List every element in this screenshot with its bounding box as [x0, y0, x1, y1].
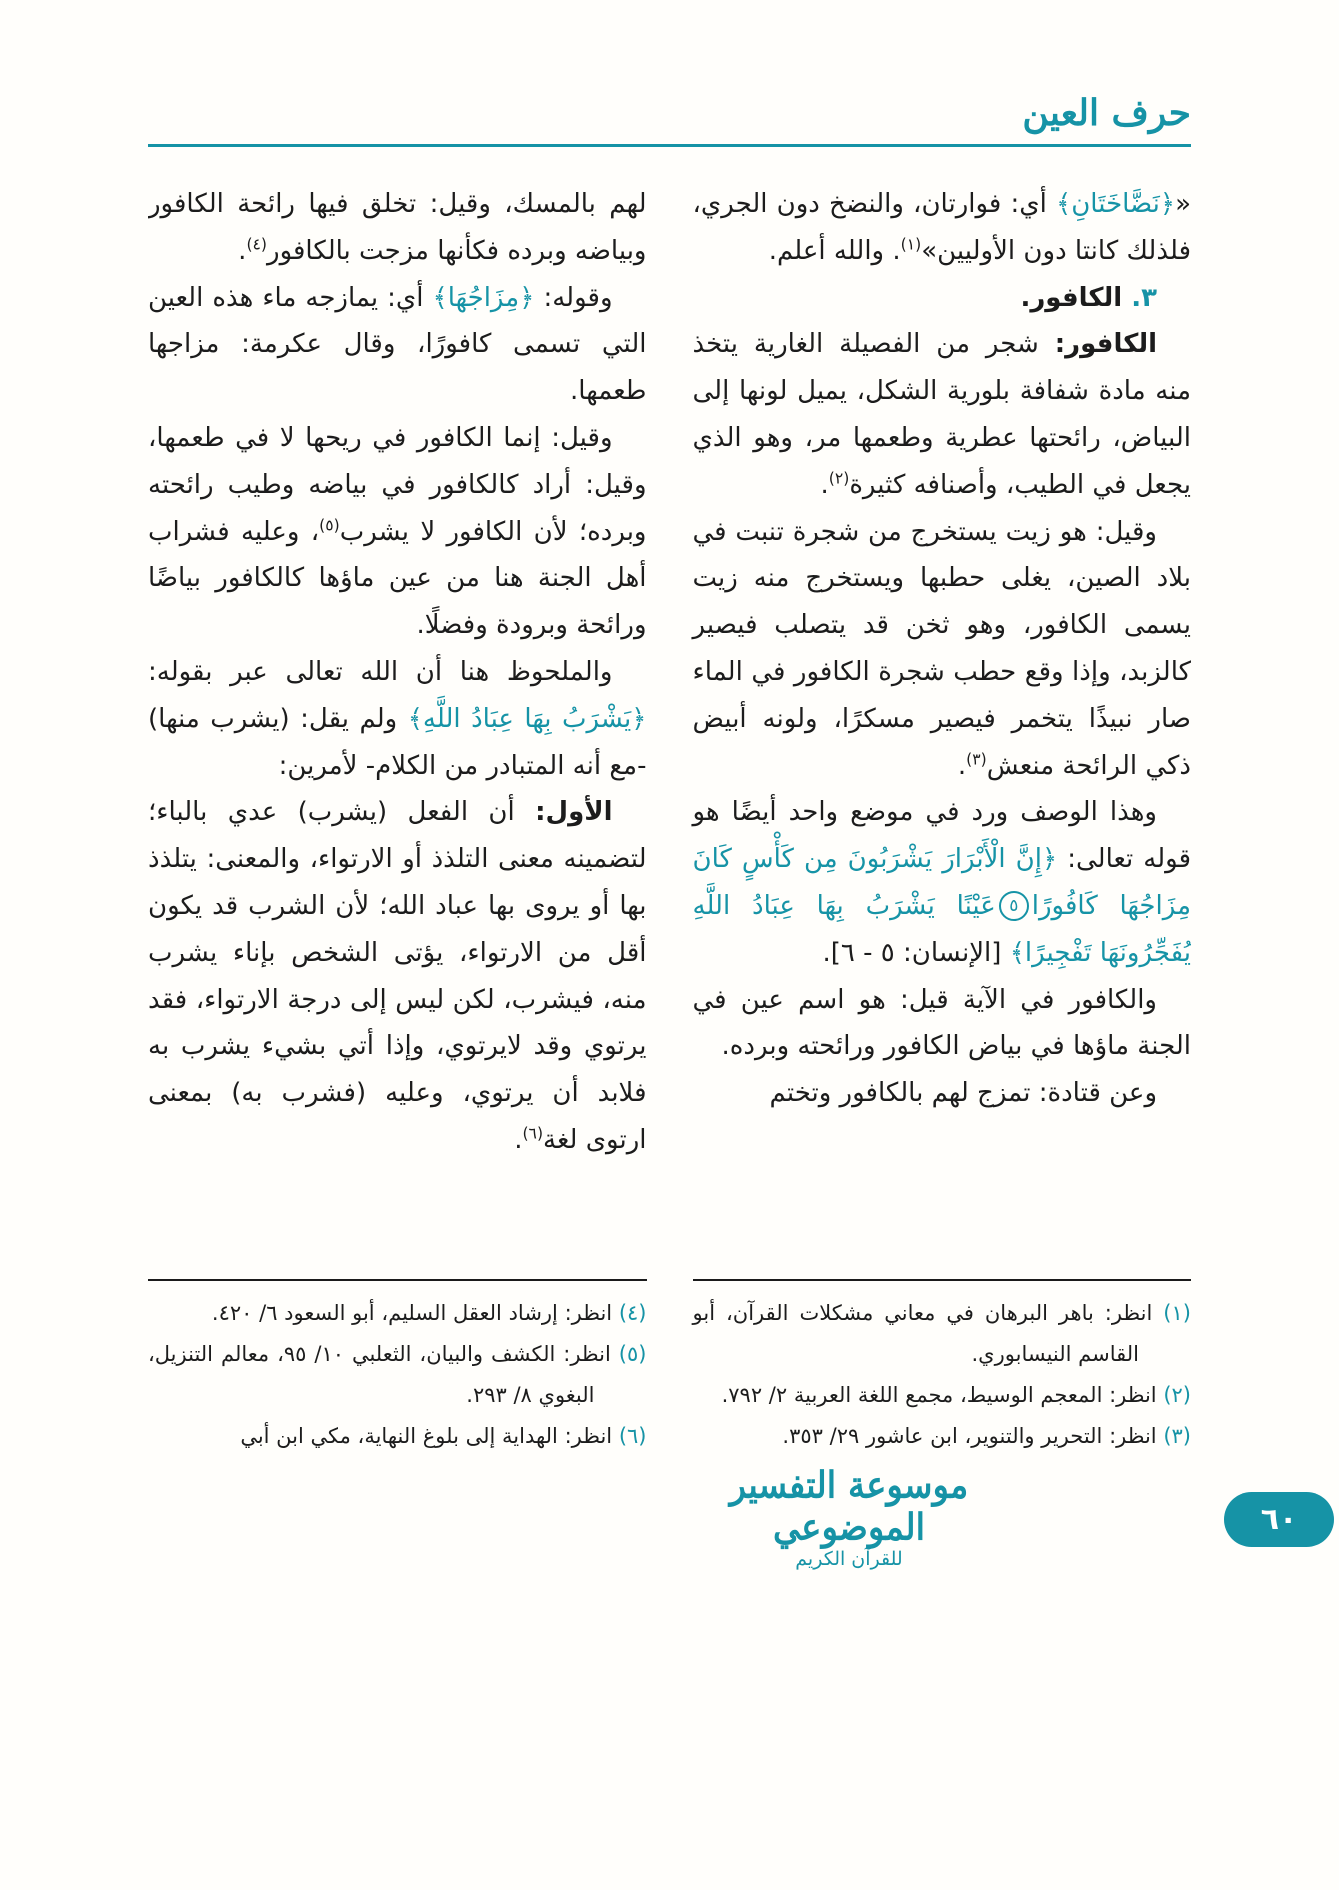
text-segment: ولم يقل: (يشرب منها) -مع أنه المتبادر من الكلام- لأمرين:: [148, 703, 647, 781]
paragraph: [148, 275, 647, 415]
footnote-number: (٥): [610, 1341, 647, 1366]
text-segment: انظر: باهر البرهان في معاني مشكلات القرآن، أبو القاسم النيسابوري.: [692, 1301, 1153, 1366]
paragraph: [693, 789, 1192, 976]
text-segment: لهم بالمسك، وقيل: تخلق فيها رائحة الكافور وبياضه وبرده فكأنها مزجت بالكافور: [148, 189, 647, 266]
footnote-ref: (٢): [828, 469, 850, 488]
footnote-ref: (١): [900, 235, 922, 254]
footnote: [693, 1416, 1192, 1457]
quran-quote: ﴿نَضَّاخَتَانِ﴾: [1055, 189, 1176, 219]
series-calligraphy-logo: [699, 1463, 999, 1571]
text-segment: ٣.: [1122, 282, 1157, 313]
main-text: [148, 181, 1191, 1263]
text-segment: «: [1175, 189, 1191, 219]
text-segment: .: [820, 469, 829, 500]
quran-quote: ﴿مِزَاجُهَا﴾: [432, 282, 535, 313]
header-divider: [148, 144, 1191, 147]
footnote-ref: (٤): [246, 235, 268, 254]
text-segment: انظر: إرشاد العقل السليم، أبو السعود ٦/ ٤٢٠.: [211, 1301, 613, 1325]
text-segment: وهذا الوصف ورد في موضع واحد أيضًا هو قوله تعالى:: [692, 797, 1191, 875]
text-segment: وقيل: هو زيت يستخرج من شجرة تنبت في بلاد الصين، يغلى حطبها ويستخرج منه زيت يسمى الكافور، وهو ثخن قد يتصلب فيصير كالزبد، وإذا وقع حطب شجرة الكافور في الماء صار نبيذًا يتخمر فيصير مسكرًا، ولونه أبيض ذكي الرائحة منعش: [692, 516, 1191, 781]
page-number-badge: [1224, 1492, 1334, 1547]
text-segment: انظر: الهداية إلى بلوغ النهاية، مكي ابن أبي: [240, 1423, 613, 1448]
paragraph: [148, 649, 647, 789]
footnotes-left: [148, 1279, 647, 1457]
text-segment: شجر من الفصيلة الغارية يتخذ منه مادة شفافة بلورية الشكل، يميل لونها إلى البياض، رائحتها عطرية وطعمها مر، وهو الذي يجعل في الطيب، وأصنافه كثيرة: [692, 329, 1191, 500]
paragraph: [693, 977, 1192, 1071]
text-segment: الأول:: [535, 797, 613, 828]
chapter-title: حرف العين: [1022, 92, 1191, 134]
quran-quote: ﴿إِنَّ الْأَبْرَارَ يَشْرَبُونَ مِن كَأْسٍ كَانَ مِزَاجُهَا كَافُورًا: [692, 844, 1191, 921]
text-segment: . والله أعلم.: [768, 235, 901, 266]
text-segment: والكافور في الآية قيل: هو اسم عين في الجنة ماؤها في بياض الكافور ورائحته وبرده.: [692, 984, 1191, 1062]
section-heading: [693, 275, 1192, 322]
text-segment: وقوله:: [534, 282, 613, 313]
footnote: [148, 1293, 647, 1334]
series-logo-title: موسوعة التفسير الموضوعي: [729, 1463, 969, 1550]
text-segment: .: [957, 750, 967, 781]
text-segment: انظر: التحرير والتنوير، ابن عاشور ٢٩/ ٣٥٣.: [782, 1423, 1157, 1448]
footnote-number: (٣): [1156, 1423, 1191, 1448]
text-segment: والملحوظ هنا أن الله تعالى عبر بقوله:: [148, 656, 613, 687]
text-segment: وقيل: إنما الكافور في ريحها لا في طعمها، وقيل: أراد كالكافور في بياضه وطيب رائحته وبرده؛ لأن الكافور لا يشرب: [148, 422, 647, 547]
page-header: [148, 92, 1191, 147]
footnote: [693, 1375, 1192, 1416]
footnote-ref: (٦): [522, 1124, 544, 1143]
text-segment: أي: فوارتان، والنضخ دون الجري، فلذلك كانتا دون الأوليين»: [692, 189, 1191, 266]
text-segment: [الإنسان: ٥ - ٦].: [822, 937, 1010, 968]
text-segment: أن الفعل (يشرب) عدي بالباء؛ لتضمينه معنى التلذذ أو الارتواء، والمعنى: يتلذذ بها أو يروى بها عباد الله؛ لأن الشرب قد يكون أقل من الارتواء، يؤتى الشخص بإناء يشرب منه، فيشرب، لكن ليس إلى درجة الارتواء، فقد يرتوي وقد لايرتوي، وإذا أتي بشيء يشرب به فلابد أن يرتوي، وعليه (فشرب به) بمعنى ارتوى لغة: [148, 797, 647, 1155]
quran-quote: ﴿يَشْرَبُ بِهَا عِبَادُ اللَّهِ﴾: [407, 703, 647, 734]
ayah-number-ornament: ٥: [999, 891, 1029, 921]
footnote-number: (٦): [612, 1423, 647, 1448]
footnotes-section: [148, 1279, 1191, 1457]
page-number: ٦٠: [1260, 1502, 1298, 1537]
footnote-ref: (٣): [966, 749, 987, 768]
footnote-number: (١): [1152, 1301, 1191, 1325]
paragraph: [693, 321, 1192, 508]
series-logo-subtitle: للقرآن الكريم: [795, 1548, 903, 1571]
paragraph: [148, 181, 647, 275]
footnotes-right: [693, 1279, 1192, 1457]
paragraph: [148, 789, 647, 1163]
paragraph: [148, 415, 647, 649]
paragraph: [693, 509, 1192, 790]
footnote: [148, 1416, 647, 1457]
text-segment: وعن قتادة: تمزج لهم بالكافور وتختم: [769, 1078, 1157, 1109]
footnote-number: (٤): [612, 1301, 647, 1325]
text-segment: .: [514, 1124, 523, 1155]
text-segment: أي: يمازجه ماء هذه العين التي تسمى كافورًا، وقال عكرمة: مزاجها طعمها.: [148, 282, 647, 407]
text-column-left: [148, 181, 647, 1263]
text-column-right: [693, 181, 1192, 1263]
text-segment: .: [238, 235, 247, 266]
paragraph: [693, 1070, 1192, 1117]
footnote: [693, 1293, 1192, 1375]
text-segment: الكافور:: [1054, 329, 1157, 360]
footnote-ref: (٥): [319, 515, 340, 534]
paragraph: [693, 181, 1192, 275]
footnote-number: (٢): [1156, 1382, 1191, 1407]
text-segment: الكافور.: [1020, 282, 1123, 313]
footnote: [148, 1334, 647, 1416]
text-segment: انظر: الكشف والبيان، الثعلبي ١٠/ ٩٥، معالم التنزيل، البغوي ٨/ ٢٩٣.: [148, 1341, 611, 1407]
quran-quote: عَيْنًا يَشْرَبُ بِهَا عِبَادُ اللَّهِ يُفَجِّرُونَهَا تَفْجِيرًا﴾: [692, 890, 1191, 968]
text-segment: ، وعليه فشراب أهل الجنة هنا من عين ماؤها كالكافور بياضًا ورائحة وبرودة وفضلًا.: [148, 516, 647, 641]
text-segment: انظر: المعجم الوسيط، مجمع اللغة العربية ٢/ ٧٩٢.: [721, 1382, 1157, 1407]
